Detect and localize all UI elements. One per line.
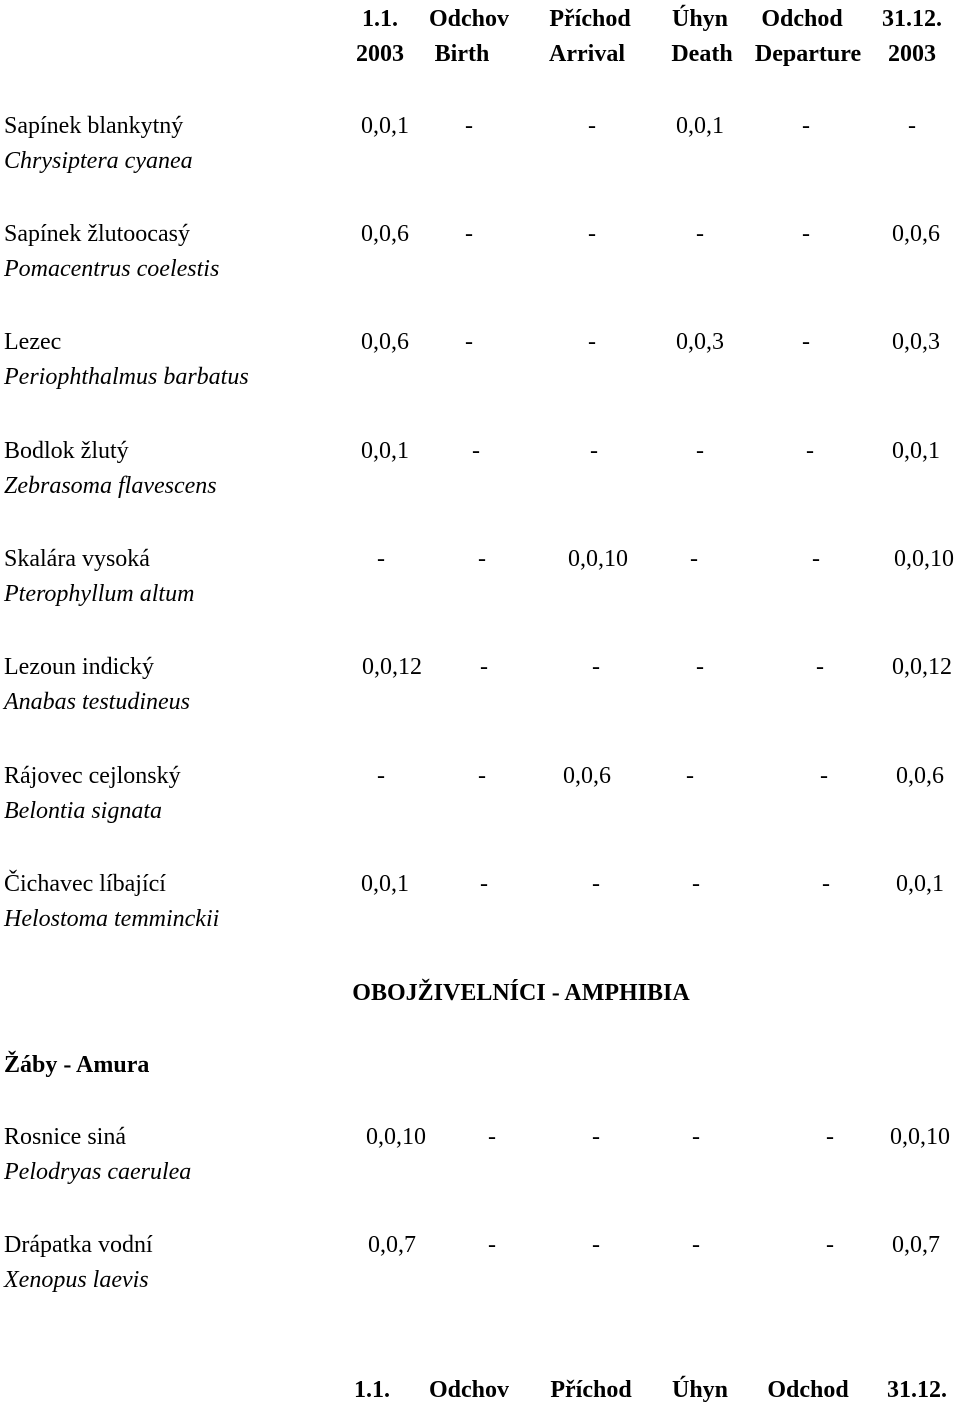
value-death: - (696, 221, 704, 247)
value-start: 0,0,1 (361, 871, 409, 897)
header-col-birth-en: Birth (434, 41, 490, 67)
species-common-name: Sapínek žlutoocasý (4, 221, 190, 247)
value-end: 0,0,10 (894, 546, 954, 572)
value-departure: - (802, 221, 810, 247)
species-latin-name: Xenopus laevis (4, 1267, 149, 1293)
header-col-death: Úhyn (671, 1377, 729, 1403)
value-death: 0,0,3 (676, 329, 724, 355)
species-latin-name: Periophthalmus barbatus (4, 364, 249, 390)
header-col-departure: Odchod (761, 6, 843, 32)
species-common-name: Sapínek blankytný (4, 113, 184, 139)
header-col-birth: Odchov (428, 1377, 510, 1403)
species-latin-name: Pelodryas caerulea (4, 1159, 192, 1185)
value-death: - (692, 1232, 700, 1258)
value-departure: - (812, 546, 820, 572)
species-common-name: Bodlok žlutý (4, 438, 129, 464)
header-col-death-en: Death (671, 41, 733, 67)
value-start: 0,0,6 (361, 329, 409, 355)
value-death: - (692, 1124, 700, 1150)
header-col-start: 1.1. (362, 6, 398, 32)
group-heading: Žáby - Amura (4, 1052, 150, 1078)
value-arrival: - (590, 438, 598, 464)
value-birth: - (480, 654, 488, 680)
species-common-name: Čichavec líbající (4, 871, 166, 897)
species-common-name: Skalára vysoká (4, 546, 150, 572)
value-departure: - (806, 438, 814, 464)
species-common-name: Lezec (4, 329, 62, 355)
header-col-arrival: Příchod (549, 6, 631, 32)
value-birth: - (478, 546, 486, 572)
value-end: 0,0,3 (892, 329, 940, 355)
value-death: 0,0,1 (676, 113, 724, 139)
value-arrival: - (588, 221, 596, 247)
section-heading: OBOJŽIVELNÍCI - AMPHIBIA (352, 980, 690, 1006)
value-start: 0,0,1 (361, 113, 409, 139)
species-common-name: Lezoun indický (4, 654, 154, 680)
species-latin-name: Pterophyllum altum (4, 581, 195, 607)
header-col-arrival-en: Arrival (549, 41, 625, 67)
value-departure: - (822, 871, 830, 897)
value-end: 0,0,12 (892, 654, 952, 680)
value-birth: - (465, 113, 473, 139)
value-end: 0,0,1 (892, 438, 940, 464)
header-col-arrival: Příchod (550, 1377, 632, 1403)
value-birth: - (480, 871, 488, 897)
value-departure: - (826, 1124, 834, 1150)
value-birth: - (488, 1232, 496, 1258)
value-start: 0,0,12 (362, 654, 422, 680)
value-arrival: - (592, 654, 600, 680)
value-arrival: - (592, 1124, 600, 1150)
value-departure: - (816, 654, 824, 680)
value-start: - (377, 763, 385, 789)
value-birth: - (478, 763, 486, 789)
value-end: 0,0,1 (896, 871, 944, 897)
value-end: 0,0,10 (890, 1124, 950, 1150)
value-start: 0,0,1 (361, 438, 409, 464)
species-common-name: Rájovec cejlonský (4, 763, 181, 789)
value-birth: - (472, 438, 480, 464)
value-end: 0,0,6 (892, 221, 940, 247)
value-end: - (908, 113, 916, 139)
species-latin-name: Chrysiptera cyanea (4, 148, 193, 174)
species-latin-name: Zebrasoma flavescens (4, 473, 217, 499)
header-col-start-en: 2003 (356, 41, 404, 67)
value-end: 0,0,7 (892, 1232, 940, 1258)
value-arrival: 0,0,10 (568, 546, 628, 572)
value-death: - (686, 763, 694, 789)
value-start: 0,0,10 (366, 1124, 426, 1150)
value-death: - (696, 438, 704, 464)
species-latin-name: Anabas testudineus (4, 689, 190, 715)
value-arrival: - (588, 113, 596, 139)
value-arrival: 0,0,6 (563, 763, 611, 789)
species-latin-name: Belontia signata (4, 798, 162, 824)
value-birth: - (488, 1124, 496, 1150)
header-col-end: 31.12. (887, 1377, 947, 1403)
header-col-death: Úhyn (671, 6, 729, 32)
value-departure: - (820, 763, 828, 789)
value-arrival: - (592, 871, 600, 897)
header-col-departure: Odchod (767, 1377, 849, 1403)
value-birth: - (465, 221, 473, 247)
value-death: - (696, 654, 704, 680)
value-end: 0,0,6 (896, 763, 944, 789)
species-common-name: Drápatka vodní (4, 1232, 153, 1258)
header-col-departure-en: Departure (754, 41, 862, 67)
value-arrival: - (588, 329, 596, 355)
value-departure: - (826, 1232, 834, 1258)
value-death: - (692, 871, 700, 897)
header-col-end-en: 2003 (888, 41, 936, 67)
value-start: 0,0,6 (361, 221, 409, 247)
species-latin-name: Pomacentrus coelestis (4, 256, 220, 282)
value-birth: - (465, 329, 473, 355)
species-latin-name: Helostoma temminckii (4, 906, 220, 932)
header-col-end: 31.12. (882, 6, 942, 32)
value-arrival: - (592, 1232, 600, 1258)
value-start: 0,0,7 (368, 1232, 416, 1258)
header-col-start: 1.1. (354, 1377, 390, 1403)
header-col-birth: Odchov (428, 6, 510, 32)
value-start: - (377, 546, 385, 572)
value-departure: - (802, 113, 810, 139)
species-common-name: Rosnice siná (4, 1124, 126, 1150)
value-death: - (690, 546, 698, 572)
value-departure: - (802, 329, 810, 355)
